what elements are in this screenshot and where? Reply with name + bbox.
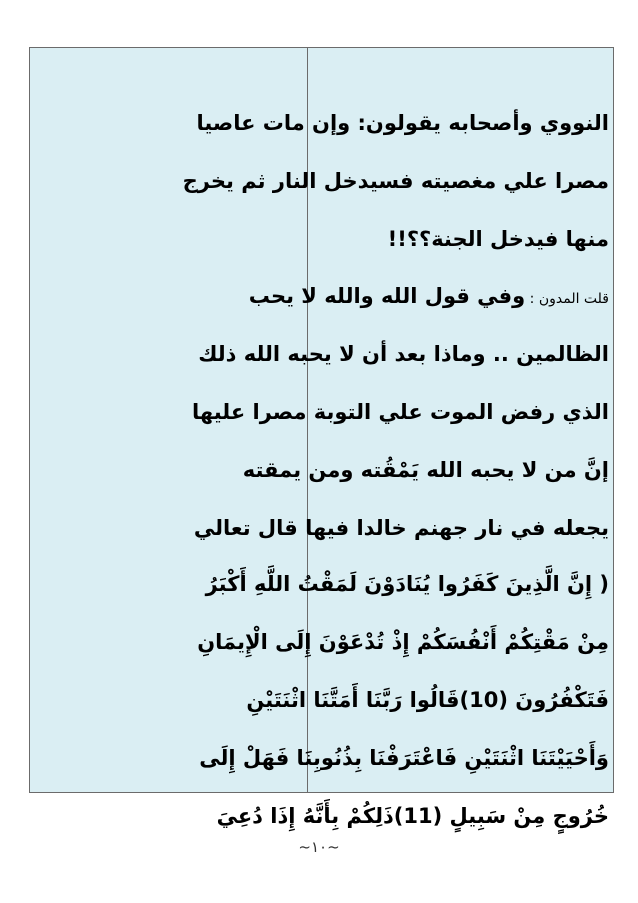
quran-line-2: مِنْ مَقْتِكُمْ أَنْفُسَكُمْ إِذْ تُدْعَوْنَ إِلَى الْإِيمَانِ	[197, 630, 609, 654]
page-number: ~١٠~	[298, 838, 340, 856]
quran-line-3: فَتَكْفُرُونَ (10)قَالُوا رَبَّنَا أَمَتَّنَا اثْنَتَيْنِ	[246, 688, 609, 712]
quran-line-4: وَأَحْيَيْتَنَا اثْنَتَيْنِ فَاعْتَرَفْنَا بِذُنُوبِنَا فَهَلْ إِلَى	[199, 746, 609, 770]
text-line-8: يجعله في نار جهنم خالدا فيها قال تعالي	[193, 516, 609, 540]
text-line-7: إنَّ من لا يحبه الله يَمْقُته ومن يمقته	[242, 458, 609, 482]
text-line-1: النووي وأصحابه يقولون: وإن مات عاصيا	[196, 111, 609, 135]
author-note-text: وفي قول الله والله لا يحب	[248, 284, 526, 308]
text-line-3: منها فيدخل الجنة؟؟!!	[387, 227, 609, 251]
quran-line-1: ( إِنَّ الَّذِينَ كَفَرُوا يُنَادَوْنَ لَمَقْتُ اللَّهِ أَكْبَرُ	[205, 572, 609, 596]
text-line-5: الظالمين .. وماذا بعد أن لا يحبه الله ذلك	[198, 342, 609, 366]
text-cell	[182, 48, 613, 828]
page-table	[29, 47, 614, 828]
text-line-6: الذي رفض الموت علي التوبة مصرا عليها	[191, 400, 609, 424]
text-line-2: مصرا علي مغصيته فسيدخل النار ثم يخرج	[182, 169, 609, 193]
text-line-4	[248, 268, 609, 324]
quran-line-5: خُرُوجٍ مِنْ سَبِيلٍ (11)ذَلِكُمْ بِأَنَّهُ إِذَا دُعِيَ	[216, 804, 609, 828]
author-note-prefix: قلت المدون :	[525, 291, 609, 307]
